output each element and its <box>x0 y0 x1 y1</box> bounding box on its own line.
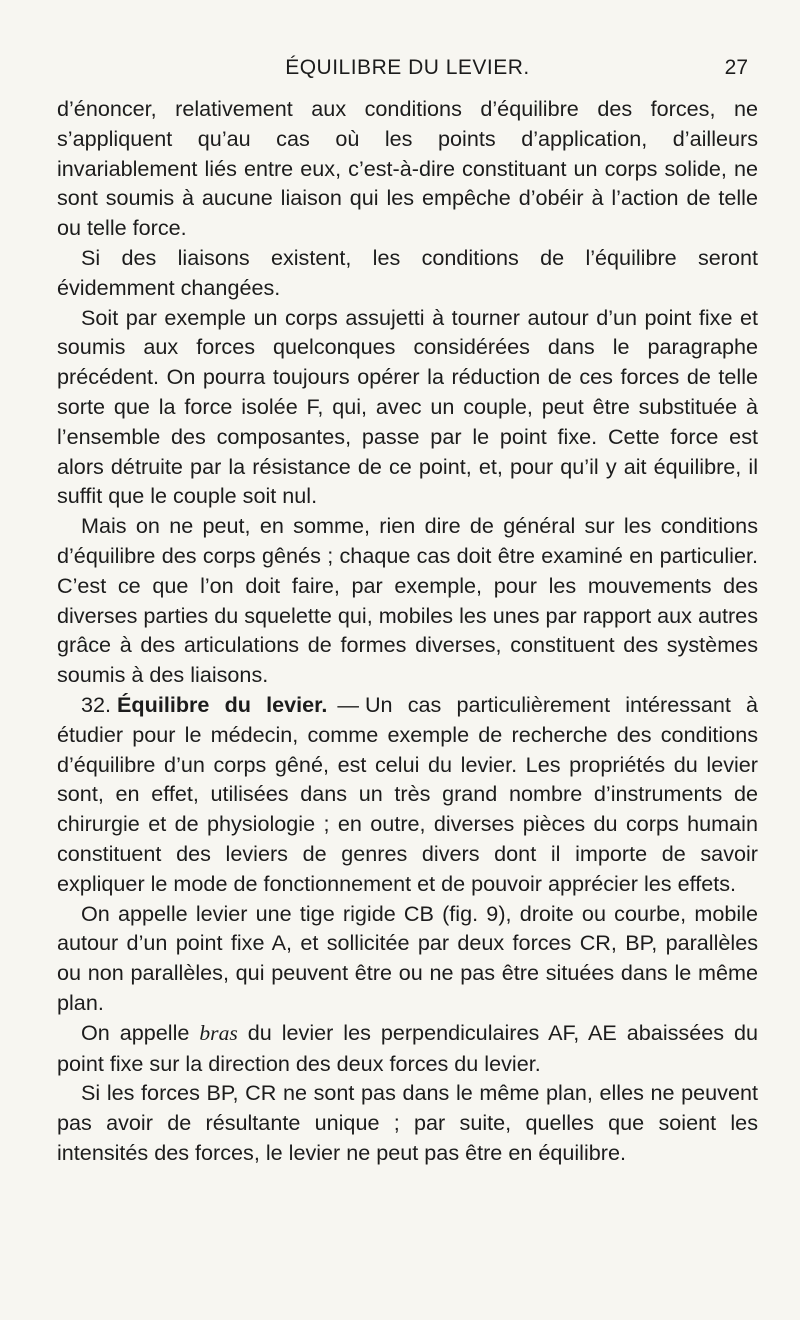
bras-after: du levier les perpendiculaires AF, AE abaissées du point fixe sur la direction des deux forces du levier. <box>57 1019 759 1076</box>
paragraph-liaisons: Si des liaisons existent, les conditions de l’équilibre seront évidemment changées. <box>57 244 758 300</box>
running-header <box>57 48 758 82</box>
paragraph-corps-genes: Mais on ne peut, en somme, rien dire de général sur les conditions d’équilibre des corps gênés ; chaque cas doit être examiné en particulier. C’est ce que l’on doit faire, par exemple, pour les mouvements des diverses parties du squelette qui, mobiles les unes par rapport aux autres grâce à des articulations de formes diverses, constituent des systèmes soumis à des liaisons. <box>57 513 758 688</box>
section-dash: — <box>337 691 359 717</box>
section-number: 32. <box>81 691 112 717</box>
running-title: ÉQUILIBRE DU LEVIER. <box>285 56 530 79</box>
body-text <box>57 94 758 1168</box>
section-body: Un cas particulièrement intéressant à étudier pour le médecin, comme exemple de recherche des conditions d’équilibre d’un corps gêné, est celui du levier. Les propriétés du levier sont, en effet, utilisées dans un très grand nombre d’instruments de chirurgie et de physiologie ; en outre, diverses pièces du corps humain constituent des leviers de genres divers dont il importe de savoir expliquer le mode de fonctionnement et de pouvoir apprécier les effets. <box>57 691 758 896</box>
paragraph-forces-plan: Si les forces BP, CR ne sont pas dans le même plan, elles ne peuvent pas avoir de résultante unique ; par suite, quelles que soient les intensités des forces, le levier ne peut pas être en équilibre. <box>57 1080 758 1165</box>
paragraph-continuation: d’énoncer, relativement aux conditions d’équilibre des forces, ne s’appliquent qu’au cas où les points d’application, d’ailleurs invariablement liés entre eux, c’est-à-dire constituant un corps solide, ne sont soumis à aucune liaison qui les empêche d’obéir à l’action de telle ou telle force. <box>57 96 758 241</box>
section-title: Équilibre du levier. <box>117 691 328 717</box>
bras-before: On appelle <box>81 1019 190 1045</box>
paragraph-point-fixe: Soit par exemple un corps assujetti à tourner autour d’un point fixe et soumis aux forces quelconques considérées dans le paragraphe précédent. On pourra toujours opérer la réduction de ces forces de telle sorte que la force isolée F, qui, avec un couple, peut être substituée à l’ensemble des composantes, passe par le point fixe. Cette force est alors détruite par la résistance de ce point, et, pour qu’il y ait équilibre, il suffit que le couple soit nul. <box>57 304 758 509</box>
paragraph-definition-levier: On appelle levier une tige rigide CB (fig. 9), droite ou courbe, mobile autour d’un point fixe A, et sollicitée par deux forces CR, BP, parallèles ou non parallèles, qui peuvent être ou ne pas être situées dans le même plan. <box>57 900 758 1015</box>
paragraph-section-32 <box>57 690 758 899</box>
bras-term: bras <box>199 1020 238 1045</box>
paragraph-bras-levier <box>57 1018 758 1079</box>
page-number: 27 <box>724 56 748 79</box>
